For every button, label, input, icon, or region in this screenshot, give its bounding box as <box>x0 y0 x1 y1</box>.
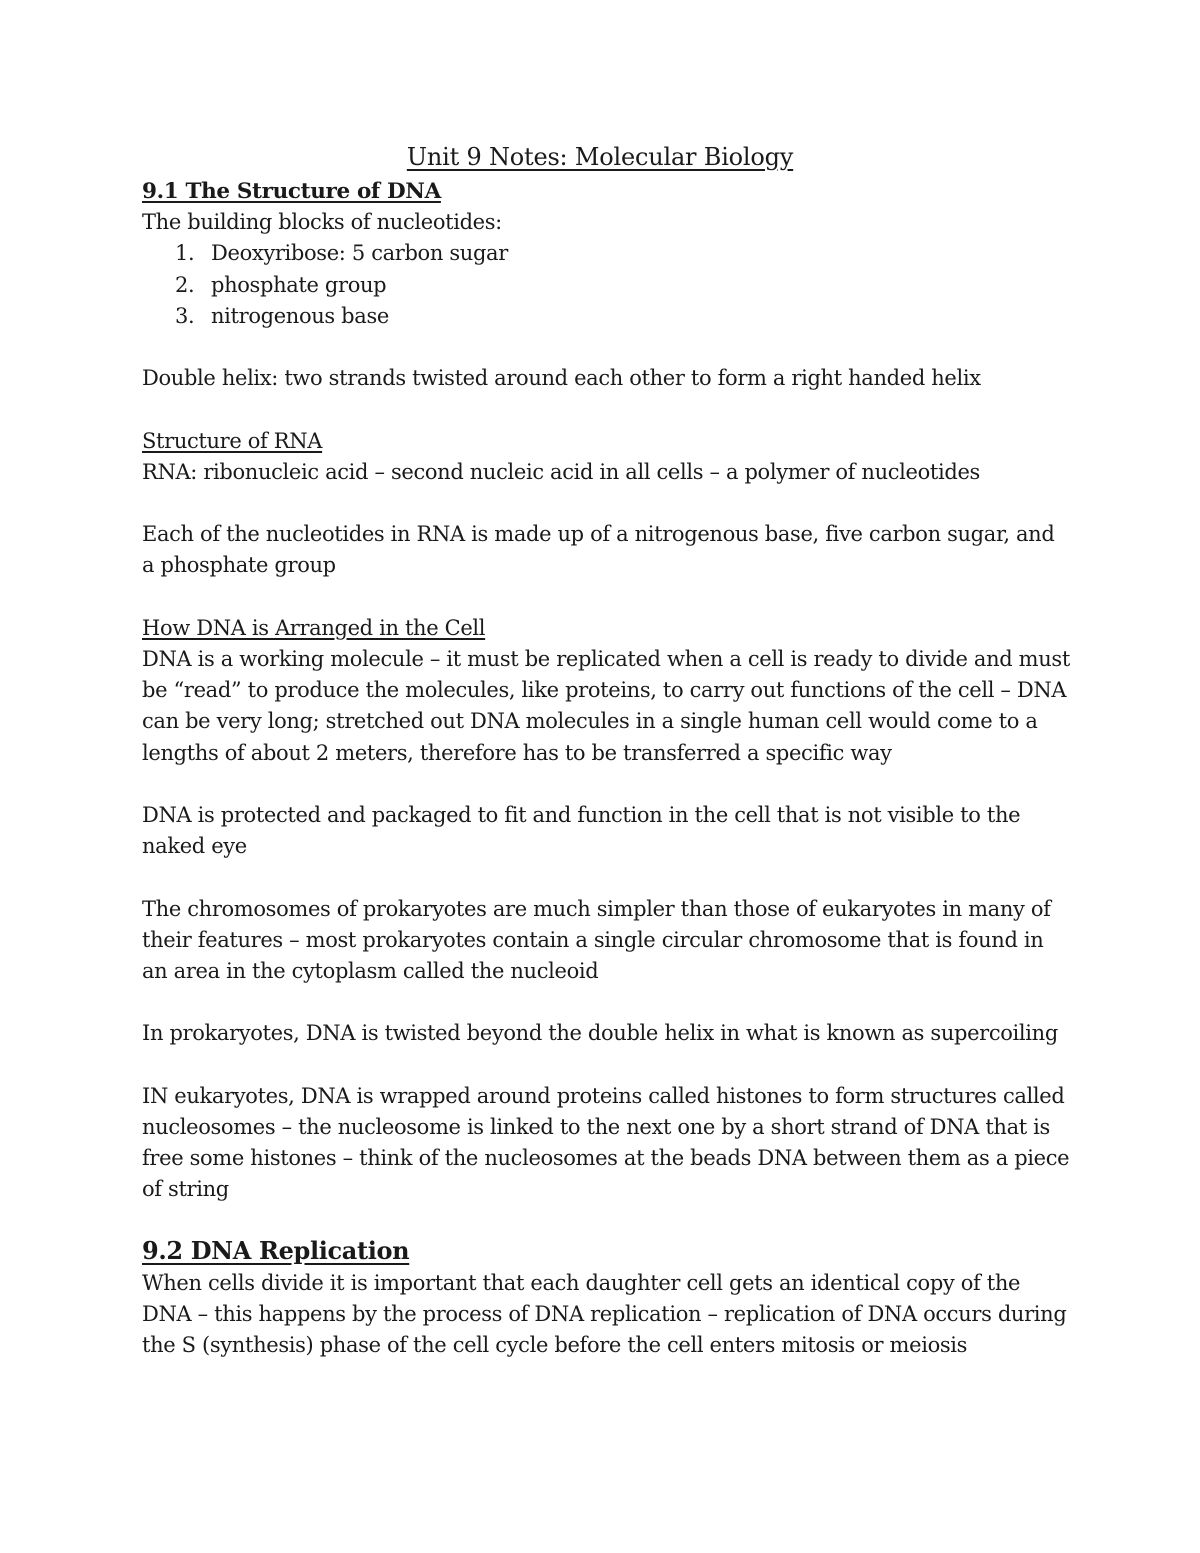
document-body <box>142 176 1072 1361</box>
list-item-text: nitrogenous base <box>211 303 389 328</box>
subheading-structure-of-rna: Structure of RNA <box>142 428 323 453</box>
list-item <box>142 301 1072 332</box>
spacer <box>142 488 1072 519</box>
list-item-text: Deoxyribose: 5 carbon sugar <box>211 241 508 266</box>
spacer <box>142 394 1072 425</box>
list-number: 1. <box>175 241 195 266</box>
spacer <box>142 582 1072 613</box>
spacer <box>142 332 1072 363</box>
spacer <box>142 769 1072 800</box>
eukaryotes-paragraph: IN eukaryotes, DNA is wrapped around proteins called histones to form structures called nucleosomes – the nucleosome is linked to the next one by a short strand of DNA that is free some histones – think of the nucleosomes at the beads DNA between them as a piece of string <box>142 1083 1070 1202</box>
rna-nucleotides-paragraph: Each of the nucleotides in RNA is made up of a nitrogenous base, five carbon sugar, and a phosphate group <box>142 522 1055 578</box>
working-molecule-paragraph: DNA is a working molecule – it must be replicated when a cell is ready to divide and must be “read” to produce the molecules, like proteins, to carry out functions of the cell – DNA can be very long; stretched out DNA molecules in a single human cell would come to a lengths of about 2 meters, therefore has to be transferred a specific way <box>142 646 1070 765</box>
spacer <box>142 1206 1072 1234</box>
section-heading-dna-replication: 9.2 DNA Replication <box>142 1235 410 1265</box>
spacer <box>142 987 1072 1018</box>
rna-definition-paragraph: RNA: ribonucleic acid – second nucleic acid in all cells – a polymer of nucleotides <box>142 459 980 484</box>
section-heading-structure-of-dna: 9.1 The Structure of DNA <box>142 179 441 204</box>
dna-protected-paragraph: DNA is protected and packaged to fit and function in the cell that is not visible to the naked eye <box>142 802 1021 859</box>
list-number: 3. <box>175 303 195 328</box>
list-item <box>142 238 1072 269</box>
double-helix-paragraph: Double helix: two strands twisted around each other to form a right handed helix <box>142 366 981 391</box>
list-item <box>142 270 1072 301</box>
prokaryote-chromosomes-paragraph: The chromosomes of prokaryotes are much simpler than those of eukaryotes in many of their features – most prokaryotes contain a single circular chromosome that is found in an area in the cytoplasm called the nucleoid <box>142 896 1051 983</box>
nucleotide-building-blocks-list <box>142 238 1072 332</box>
nucleotides-intro: The building blocks of nucleotides: <box>142 210 502 235</box>
spacer <box>142 1050 1072 1081</box>
spacer <box>142 862 1072 893</box>
supercoiling-paragraph: In prokaryotes, DNA is twisted beyond the double helix in what is known as supercoiling <box>142 1021 1058 1046</box>
dna-replication-paragraph: When cells divide it is important that each daughter cell gets an identical copy of the DNA – this happens by the process of DNA replication – replication of DNA occurs during the S (synthesis) phase of the cell cycle before the cell enters mitosis or meiosis <box>142 1270 1067 1357</box>
subheading-dna-arranged: How DNA is Arranged in the Cell <box>142 615 486 640</box>
page-title: Unit 9 Notes: Molecular Biology <box>406 143 794 171</box>
list-item-text: phosphate group <box>211 272 387 297</box>
list-number: 2. <box>175 272 195 297</box>
